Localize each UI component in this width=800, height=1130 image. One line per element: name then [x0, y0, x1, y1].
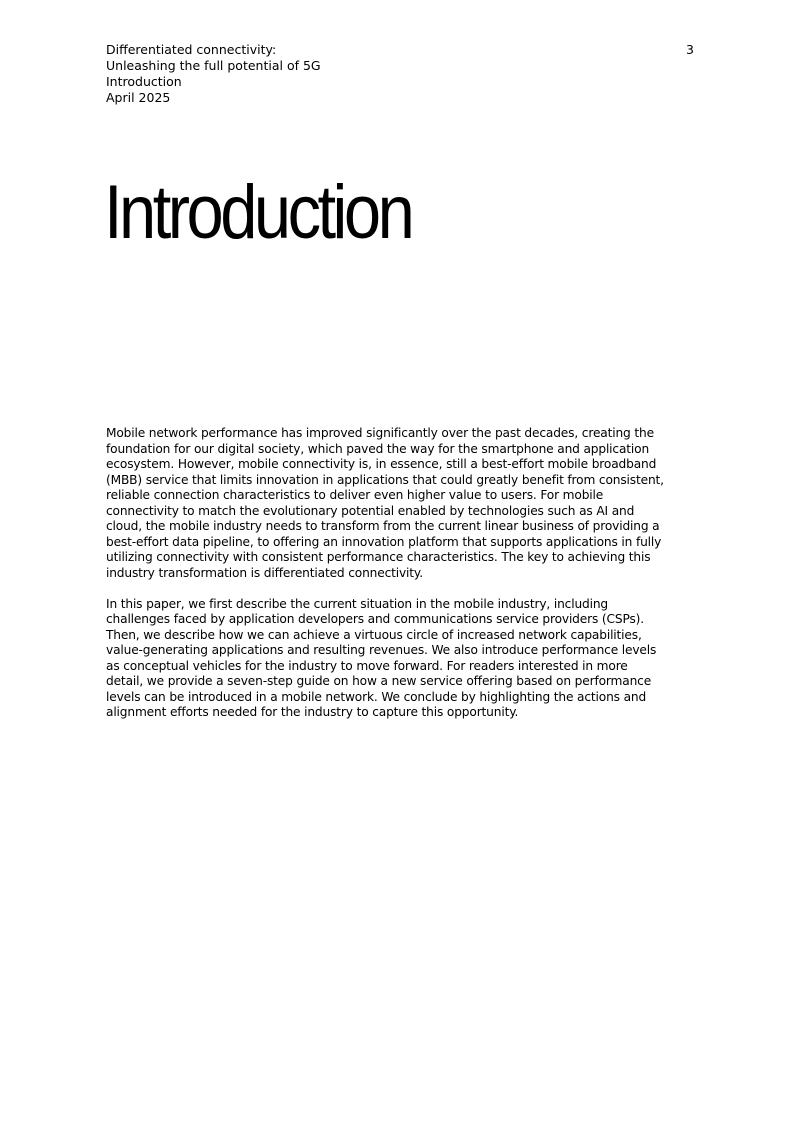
paragraph-2: In this paper, we first describe the current situation in the mobile industry, including challenges faced by application developers and communications service providers (CSPs). Then, we describe how we can achieve a virtuous circle of increased network capabilities, value-generating applications and resulting revenues. We also introduce performance levels as conceptual vehicles for the industry to move forward. For readers interested in more detail, we provide a seven-step guide on how a new service offering based on performance levels can be introduced in a mobile network. We conclude by highlighting the actions and alignment efforts needed for the industry to capture this opportunity. [106, 596, 657, 719]
header-document-title: Differentiated connectivity: [106, 42, 277, 57]
paragraph-1: Mobile network performance has improved significantly over the past decades, creating the foundation for our digital society, which paved the way for the smartphone and application ecosystem. However, mobile connectivity is, in essence, still a best-effort mobile broadband (MBB) service that limits innovation in applications that could greatly benefit from consistent, reliable connection characteristics to deliver even higher value to users. For mobile connectivity to match the evolutionary potential enabled by technologies such as AI and cloud, the mobile industry needs to transform from the current linear business of providing a best-effort data pipeline, to offering an innovation platform that supports applications in fully utilizing connectivity with consistent performance characteristics. The key to achieving this industry transformation is differentiated connectivity. [106, 426, 664, 580]
body-text [106, 426, 666, 736]
page-number: 3 [686, 42, 694, 57]
header-section-name: Introduction [106, 74, 182, 89]
page-title: Introduction [104, 170, 412, 255]
header-date: April 2025 [106, 90, 171, 105]
header-document-subtitle: Unleashing the full potential of 5G [106, 58, 321, 73]
running-header [106, 42, 321, 106]
